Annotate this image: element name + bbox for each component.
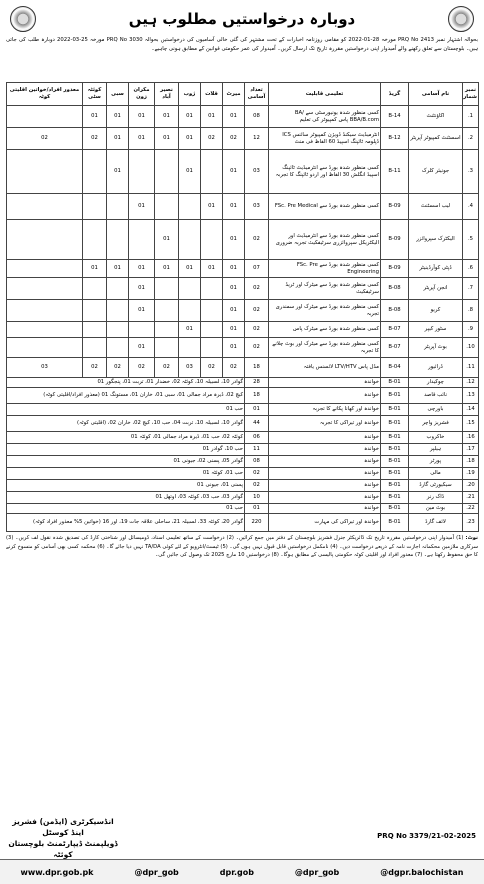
cell-grade: B-08 [381,278,409,300]
cell-q3: 01 [155,106,179,128]
cell-q4: 01 [129,300,155,322]
cell-qual: خواندہ [269,432,381,444]
cell-grade: B-09 [381,194,409,220]
cell-q3 [155,194,179,220]
cell-merit: 01 [223,300,245,322]
cell-grade: B-11 [381,150,409,194]
cell-total: 12 [245,128,269,150]
cell-q3 [155,338,179,358]
cell-q5: 01 [107,106,129,128]
cell-grade: B-12 [381,128,409,150]
cell-q2: 01 [179,106,201,128]
cell-no: 6. [463,260,479,278]
cell-qual: خواندہ [269,456,381,468]
cell-no: 14. [463,404,479,416]
column-header: نصیر آباد [155,83,179,106]
cell-total: 02 [245,468,269,480]
table-row [7,128,479,150]
cell-merit: 01 [223,150,245,194]
notes-label: نوٹ: [465,535,478,541]
table-row [7,480,479,492]
cell-q2: 03 [179,358,201,378]
cell-q3 [155,322,179,338]
cell-qual: خواندہ اور تیراکی کی مہارت [269,514,381,532]
table-row [7,260,479,278]
cell-post: سٹور کیپر [409,322,463,338]
cell-q6 [83,150,107,194]
signature-line-1: انڈسیکرٹری (ایڈمن) فشریز اینڈ کوسٹل [12,817,114,837]
table-header-row [7,83,479,106]
cell-merit: 01 [223,278,245,300]
cell-no: 23. [463,514,479,532]
cell-q4: 01 [129,278,155,300]
cell-dist: گوادر 03، حب 03، کوئٹہ 03، اوتھل 01 [7,492,245,504]
cell-no: 19. [463,468,479,480]
cell-grade: B-01 [381,514,409,532]
table-row [7,300,479,322]
cell-q5 [107,300,129,322]
cell-post: نائب قاصد [409,388,463,404]
cell-qual: خواندہ [269,504,381,514]
cell-q7 [7,260,83,278]
cell-no: 1. [463,106,479,128]
cell-q3 [155,150,179,194]
cell-q4: 01 [129,106,155,128]
cell-total: 10 [245,492,269,504]
cell-q4: 01 [129,128,155,150]
cell-q6 [83,300,107,322]
cell-post: الیکٹرک سپروائزر [409,220,463,260]
cell-q6 [83,278,107,300]
cell-q7 [7,300,83,322]
cell-dist: حب 01 [7,504,245,514]
table-row [7,322,479,338]
cell-post: چوکیدار [409,378,463,388]
table-row [7,468,479,480]
cell-q6: 02 [83,358,107,378]
signature-block [8,816,118,860]
column-header: گریڈ [381,83,409,106]
cell-q3: 01 [155,128,179,150]
column-header: معذور افراد/خواتین اقلیتی کوٹہ [7,83,83,106]
cell-q7 [7,194,83,220]
cell-qual: کسی منظور شدہ بورڈ سے میٹرک اور ٹریڈ سرٹیفکیٹ [269,278,381,300]
cell-dist: حب 10، گوادر 01 [7,444,245,456]
cell-qual: کسی منظور شدہ بورڈ سے FSc. Pre Medical [269,194,381,220]
cell-post: مالی [409,468,463,480]
cell-dist: گوادر 05، پسنی 02، جیونی 01 [7,456,245,468]
cell-merit: 01 [223,322,245,338]
cell-grade: B-01 [381,416,409,432]
cell-no: 11. [463,358,479,378]
cell-post: پورٹر [409,456,463,468]
cell-q4: 01 [129,338,155,358]
cell-post: کریو [409,300,463,322]
cell-q1: 01 [201,106,223,128]
column-header: میرٹ [223,83,245,106]
cell-q7 [7,278,83,300]
cell-post: ڈاک رنر [409,492,463,504]
cell-post: لائف گارڈ [409,514,463,532]
table-row [7,456,479,468]
cell-post: بوٹ آپریٹر [409,338,463,358]
table-row [7,358,479,378]
cell-no: 13. [463,388,479,404]
government-seal-logo [10,6,36,32]
cell-post: اسسٹنٹ کمپیوٹر آپریٹر [409,128,463,150]
cell-no: 21. [463,492,479,504]
cell-total: 02 [245,278,269,300]
cell-merit: 01 [223,194,245,220]
cell-q7 [7,106,83,128]
column-header: نمبر شمار [463,83,479,106]
cell-merit: 01 [223,106,245,128]
cell-qual: خواندہ [269,492,381,504]
cell-qual: خواندہ [269,388,381,404]
cell-q1: 01 [201,194,223,220]
cell-grade: B-14 [381,106,409,128]
cell-no: 8. [463,300,479,322]
cell-q2: 01 [179,260,201,278]
cell-qual: انٹرمیڈیٹ سیکنڈ ڈویژن کمپیوٹر سائنس ICS ڈپلومہ ٹائپنگ اسپیڈ 60 الفاظ فی منٹ [269,128,381,150]
cell-no: 3. [463,150,479,194]
cell-no: 5. [463,220,479,260]
cell-total: 11 [245,444,269,456]
cell-total: 28 [245,378,269,388]
cell-total: 06 [245,432,269,444]
cell-merit: 02 [223,358,245,378]
cell-total: 07 [245,260,269,278]
cell-post: ڈپٹی کوآرڈینیٹر [409,260,463,278]
footer-bar [0,859,484,884]
cell-q1: 02 [201,358,223,378]
cell-total: 08 [245,456,269,468]
cell-q2 [179,300,201,322]
cell-dist: پسنی 01، جیونی 01 [7,480,245,492]
cell-grade: B-04 [381,358,409,378]
prq-number: PRQ No 3379/21-02-2025 [377,832,476,840]
cell-q3: 01 [155,260,179,278]
cell-total: 18 [245,358,269,378]
instagram-handle[interactable]: @dgpr.balochistan [380,867,464,877]
cell-q1 [201,322,223,338]
posts-table [6,82,479,532]
cell-q5 [107,220,129,260]
cell-total: 01 [245,404,269,416]
cell-merit: 01 [223,220,245,260]
cell-grade: B-07 [381,338,409,358]
notes-text: (1) اُمیدوار اپنی درخواستیں مقررہ تاریخ تک ڈائریکٹر جنرل فشریز بلوچستان کے دفتر میں جمع کرائیں۔ (2) درخواست کے ساتھ تعلیمی اسناد، ڈومیسائل اور شناختی کارڈ کی تصدیق شدہ نقول لف کریں۔ (3) سرکاری ملازمین محکمانہ اجازت نامہ کے ذریعے درخواست دیں۔ (4) نامکمل درخواستیں قابل قبول نہیں ہوں گی۔ (5) ٹیسٹ/انٹرویو کے لئے کوئی TA/DA نہیں دیا جائے گا۔ (6) محکمہ کسی بھی آسامی کو منسوخ کرنے کا حق محفوظ رکھتا ہے۔ (7) معذور افراد اور اقلیتی کوٹہ حکومتی پالیسی کے مطابق ہوگا۔ (8) درخواستیں 10 مارچ 2025 تک وصول کی جائیں گی۔ [6,535,478,558]
cell-q6: 02 [83,128,107,150]
cell-total: 02 [245,480,269,492]
cell-no: 15. [463,416,479,432]
cell-q4 [129,220,155,260]
cell-dist: حب 01، کوئٹہ 01 [7,468,245,480]
notes-section [6,534,478,602]
column-header: مکران زون [129,83,155,106]
cell-no: 7. [463,278,479,300]
cell-q1 [201,300,223,322]
cell-q5 [107,278,129,300]
cell-total: 02 [245,338,269,358]
cell-grade: B-01 [381,480,409,492]
cell-q4 [129,150,155,194]
cell-grade: B-01 [381,388,409,404]
cell-no: 9. [463,322,479,338]
cell-grade: B-09 [381,220,409,260]
cell-post: لیب اسسٹنٹ [409,194,463,220]
column-header: نام آسامی [409,83,463,106]
cell-total: 02 [245,300,269,322]
cell-qual: خواندہ [269,468,381,480]
cell-q6 [83,194,107,220]
cell-grade: B-01 [381,468,409,480]
cell-post: ہیلپر [409,444,463,456]
signature-line-2: ڈویلپمنٹ ڈیپارٹمنٹ بلوچستان کوئٹہ [8,839,118,859]
cell-q6 [83,322,107,338]
cell-grade: B-01 [381,492,409,504]
table-row [7,492,479,504]
cell-post: ڈرائیور [409,358,463,378]
cell-qual: کسی منظور شدہ بورڈ سے میٹرک اور بوٹ چلانے کا تجربہ [269,338,381,358]
cell-qual: کسی منظور شدہ بورڈ سے انٹرمیڈیٹ ٹائپنگ اسپیڈ انگلش 30 الفاظ اور اردو ٹائپنگ کا تجربہ [269,150,381,194]
cell-qual: کسی منظور شدہ بورڈ سے میٹرک اور سمندری تجربہ [269,300,381,322]
cell-q3: 02 [155,358,179,378]
cell-total: 01 [245,504,269,514]
intro-paragraph: بحوالہ اشتہار نمبر PRQ No 2413 مورخہ 28-01-2022 کو مقامی روزنامہ اخبارات کے تحت مشتہر کی گئی خالی آسامیوں کی درخواستیں بحوالہ PRQ No 3030 مورخہ 25-03-2022 دوبارہ طلب کی جاتی ہیں۔ بلوچستان سے تعلق رکھنے والے اُمیدوار اپنی درخواستیں مقررہ تاریخ تک ارسال کریں۔ اُمیدوار کی عمر حکومتی قوانین کے مطابق ہونی چاہیے۔ [6,37,478,52]
cell-post: بوٹ مین [409,504,463,514]
cell-q1: 01 [201,260,223,278]
column-header: کوئٹہ سٹی [83,83,107,106]
cell-q2 [179,194,201,220]
cell-q4: 02 [129,358,155,378]
cell-total: 03 [245,194,269,220]
table-row [7,404,479,416]
cell-total: 02 [245,322,269,338]
cell-q3 [155,278,179,300]
table-row [7,220,479,260]
cell-total: 02 [245,220,269,260]
cell-q7 [7,220,83,260]
cell-merit: 01 [223,260,245,278]
cell-q7 [7,150,83,194]
cell-dist: گوادر 20، کوئٹہ 33، لسبیلہ 21، ساحلی علاقہ جات 19، اور 16 (خواتین 5% معذور افراد کوٹہ) [7,514,245,532]
cell-total: 18 [245,388,269,404]
table-row [7,338,479,358]
table-row [7,388,479,404]
cell-q5 [107,338,129,358]
cell-no: 17. [463,444,479,456]
cell-q5: 01 [107,150,129,194]
cell-dist: کوئٹہ 02، حب 01، ڈیرہ مراد جمالی 01، کوئٹہ 01 [7,432,245,444]
cell-q2: 01 [179,322,201,338]
table-body [7,106,479,532]
cell-q7 [7,322,83,338]
cell-dist: گوادر 10، لسبیلہ 10، کوئٹہ 02، خضدار 01، تربت 01، پنجگور 01 [7,378,245,388]
cell-q3: 01 [155,220,179,260]
table-row [7,106,479,128]
cell-q4: 01 [129,260,155,278]
cell-q1 [201,338,223,358]
cell-qual: مڈل پاس LTV/HTV لائسنس یافتہ [269,358,381,378]
table-row [7,504,479,514]
cell-post: خاکروب [409,432,463,444]
cell-q6: 01 [83,106,107,128]
cell-qual: خواندہ [269,444,381,456]
cell-q2 [179,278,201,300]
website-link[interactable]: www.dpr.gob.pk [20,867,94,877]
cell-q6 [83,338,107,358]
table-row [7,278,479,300]
cell-post: فشریز واچر [409,416,463,432]
cell-total: 220 [245,514,269,532]
column-header: ژوب [179,83,201,106]
table-row [7,514,479,532]
ad-header [6,4,478,34]
cell-grade: B-09 [381,260,409,278]
cell-q2 [179,338,201,358]
column-header: سبی [107,83,129,106]
cell-q2 [179,220,201,260]
cell-grade: B-07 [381,322,409,338]
cell-q7: 03 [7,358,83,378]
cell-no: 4. [463,194,479,220]
cell-q1: 02 [201,128,223,150]
cell-q2: 01 [179,128,201,150]
cell-q5: 01 [107,128,129,150]
cell-q1 [201,150,223,194]
cell-q1 [201,278,223,300]
cell-post: اکاؤنٹنٹ [409,106,463,128]
government-seal-logo [448,6,474,32]
cell-q5: 01 [107,260,129,278]
cell-q5: 02 [107,358,129,378]
cell-qual: خواندہ [269,480,381,492]
cell-post: جونیئر کلرک [409,150,463,194]
table-row [7,416,479,432]
ad-title: دوبارہ درخواستیں مطلوب ہیں [128,10,356,28]
table-row [7,444,479,456]
cell-no: 16. [463,432,479,444]
cell-grade: B-01 [381,404,409,416]
cell-q7 [7,338,83,358]
cell-total: 03 [245,150,269,194]
column-header: تعلیمی قابلیت [269,83,381,106]
cell-q4: 01 [129,194,155,220]
cell-merit: 01 [223,338,245,358]
cell-total: 08 [245,106,269,128]
cell-dist: کیچ 02، ڈیرہ مراد جمالی 01، سبی 01، خاران 01، مستونگ 01 (معذور افراد/اقلیتی کوٹہ) [7,388,245,404]
cell-dist: گوادر 10، لسبیلہ 10، تربت 04، حب 10، کیچ 02، خاران 02، (اقلیتی کوٹہ) [7,416,245,432]
cell-q4 [129,322,155,338]
cell-q2: 01 [179,150,201,194]
cell-no: 22. [463,504,479,514]
cell-total: 44 [245,416,269,432]
twitter-handle[interactable]: @dpr_gob [294,867,340,877]
table-row [7,378,479,388]
cell-q5 [107,194,129,220]
cell-post: باورچی [409,404,463,416]
cell-grade: B-01 [381,378,409,388]
cell-q5 [107,322,129,338]
cell-post: سیکیورٹی گارڈ [409,480,463,492]
table-row [7,432,479,444]
cell-merit: 02 [223,128,245,150]
cell-no: 12. [463,378,479,388]
column-header: تعداد آسامی [245,83,269,106]
cell-grade: B-01 [381,444,409,456]
cell-no: 20. [463,480,479,492]
cell-q6 [83,220,107,260]
cell-qual: خواندہ اور کھانا پکانے کا تجربہ [269,404,381,416]
cell-no: 10. [463,338,479,358]
cell-grade: B-01 [381,432,409,444]
cell-q6: 01 [83,260,107,278]
cell-dist: حب 01 [7,404,245,416]
cell-q7: 02 [7,128,83,150]
cell-qual: کسی منظور شدہ یونیورسٹی سے BA/ BBA/B.com پاس کمپیوٹر کی تعلیم [269,106,381,128]
cell-qual: کسی منظور شدہ بورڈ سے FSc. Pre Engineering [269,260,381,278]
cell-q3 [155,300,179,322]
table-row [7,150,479,194]
cell-q1 [201,220,223,260]
cell-post: انجن آپریٹر [409,278,463,300]
cell-no: 2. [463,128,479,150]
cell-grade: B-08 [381,300,409,322]
email-handle[interactable]: dpr.gob [219,867,254,877]
cell-grade: B-01 [381,456,409,468]
cell-grade: B-01 [381,504,409,514]
table-row [7,194,479,220]
cell-qual: خواندہ اور تیراکی کا تجربہ [269,416,381,432]
cell-qual: کسی منظور شدہ بورڈ سے میٹرک پاس [269,322,381,338]
cell-qual: کسی منظور شدہ بورڈ سے انٹرمیڈیٹ اور الیکٹریکل سپروائزری سرٹیفکیٹ تجربہ ضروری [269,220,381,260]
cell-no: 18. [463,456,479,468]
facebook-handle[interactable]: @dpr_gob [134,867,179,877]
cell-qual: خواندہ [269,378,381,388]
column-header: قلات [201,83,223,106]
